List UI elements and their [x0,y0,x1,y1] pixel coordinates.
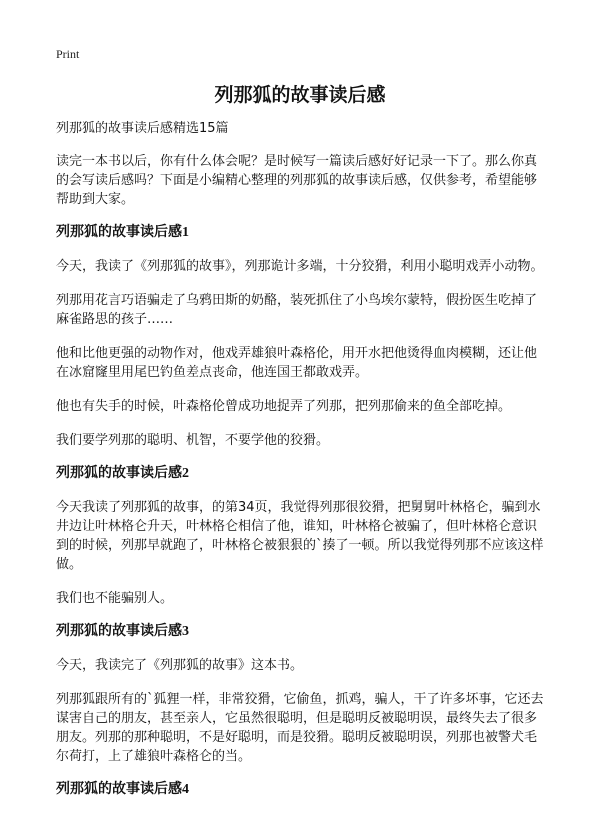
print-link[interactable]: Print [56,47,80,61]
paragraph: 列那用花言巧语骗走了乌鸦田斯的奶酪，装死抓住了小鸟埃尔蒙特，假扮医生吃掉了麻雀路思的孩子…… [56,293,538,327]
paragraph: 我们要学列那的聪明、机智，不要学他的狡猾。 [56,433,330,448]
section-heading-2: 列那狐的故事读后感2 [56,466,189,481]
paragraph: 列那狐跟所有的`狐狸一样，非常狡猾，它偷鱼，抓鸡，骗人，干了许多坏事，它还去谋害自己的朋友，甚至亲人，它虽然很聪明，但是聪明反被聪明误，最终失去了很多朋友。列那的那种聪明，不是好聪明，而是狡猾。聪明反被聪明误，列那也被警犬毛尔荷打，上了雄狼叶森格仑的当。 [56,692,544,764]
section-heading-1: 列那狐的故事读后感1 [56,225,189,240]
article-subtitle: 列那狐的故事读后感精选15篇 [56,121,229,136]
section-heading-4: 列那狐的故事读后感4 [56,782,189,797]
paragraph: 今天，我读完了《列那狐的故事》这本书。 [56,658,304,673]
paragraph: 他和比他更强的动物作对，他戏弄雄狼叶森格伦，用开水把他烫得血肉模糊，还让他在冰窟窿里用尾巴钓鱼差点丧命，他连国王都敢戏弄。 [56,346,538,380]
intro-paragraph: 读完一本书以后，你有什么体会呢？是时候写一篇读后感好好记录一下了。那么你真的会写读后感吗？下面是小编精心整理的列那狐的故事读后感，仅供参考，希望能够帮助到大家。 [56,154,538,207]
page-title: 列那狐的故事读后感 [214,84,386,106]
article-body [56,120,548,814]
paragraph: 今天我读了列那狐的故事，的第34页，我觉得列那很狡猾，把舅舅叶林格仑，骗到水井边让叶林格仑升天，叶林格仑相信了他，谁知，叶林格仑被骗了，但叶林格仑意识到的时候，列那早就跑了，叶林格仑被狠狠的`揍了一顿。所以我觉得列那不应该这样做。 [56,500,544,572]
paragraph: 我们也不能骗别人。 [56,591,174,606]
section-heading-3: 列那狐的故事读后感3 [56,624,189,639]
paragraph: 今天，我读了《列那狐的故事》，列那诡计多端，十分狡猾，利用小聪明戏弄小动物。 [56,259,544,274]
paragraph: 他也有失手的时候，叶森格伦曾成功地捉弄了列那，把列那偷来的鱼全部吃掉。 [56,399,512,414]
